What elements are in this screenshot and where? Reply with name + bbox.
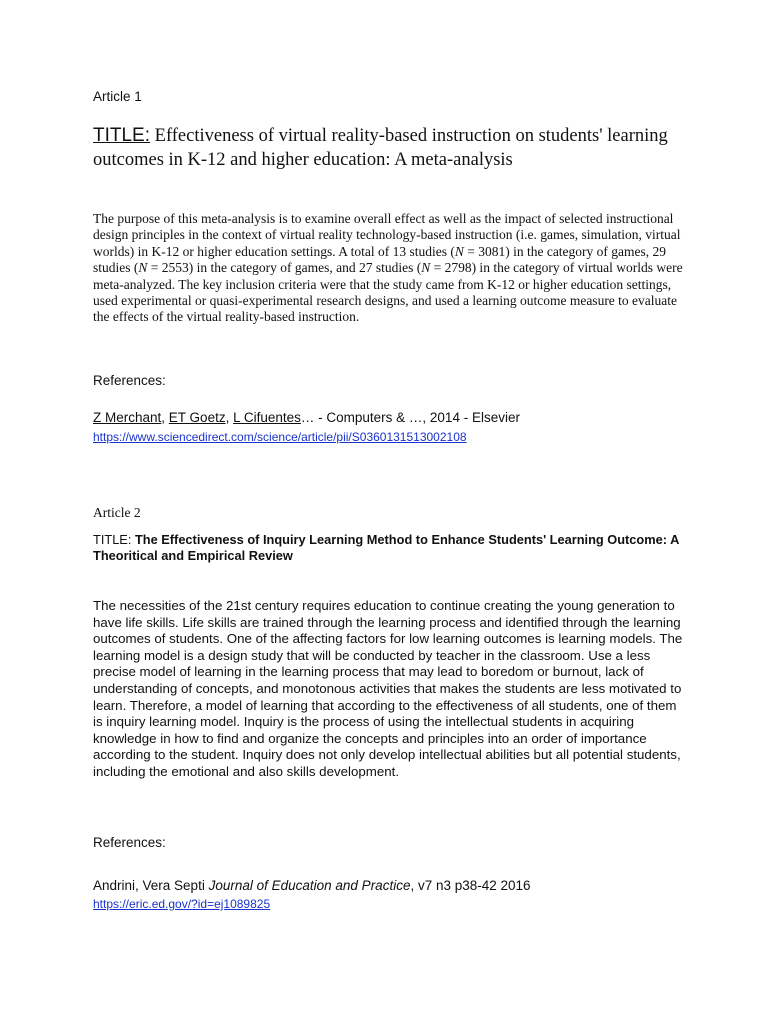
article-2-references-label: References: <box>93 835 166 850</box>
article-1-title <box>93 124 673 172</box>
article-2-reference <box>93 878 531 893</box>
author-link-1[interactable]: Z Merchant <box>93 410 162 425</box>
article-1-abstract <box>93 211 683 326</box>
author-link-3[interactable]: L Cifuentes <box>233 410 301 425</box>
article-1-label: Article 1 <box>93 89 142 104</box>
article-1-reference: Z Merchant, ET Goetz, L Cifuentes… - Computers & …, 2014 - Elsevier <box>93 410 520 425</box>
abstract-text: = 2553) in the category of games, and 27 studies ( <box>147 260 422 276</box>
n-symbol: N <box>421 260 431 276</box>
reference-details: , v7 n3 p38-42 2016 <box>410 878 531 893</box>
article-2-title-prefix: TITLE: <box>93 532 135 547</box>
article-2-url-row <box>93 895 270 913</box>
abstract-text: = 2798) in the category of virtual worlds were meta-analyzed. The key inclusion criteria were that the study came from K-12 or higher education settings, used experimental or quasi-experimental research designs, and used a learning outcome measure to evaluate the effects of the virtual reality-based instruction. <box>93 260 683 325</box>
abstract-text: = 3081) in the category of games, 29 studies ( <box>93 243 667 276</box>
reference-source: … - Computers & …, 2014 - Elsevier <box>300 410 520 425</box>
abstract-text: The purpose of this meta-analysis is to examine overall effect as well as the impact of selected instructional design principles in the context of virtual reality technology-based instruction (i.e. games, simulation, virtual worlds) in K-12 or higher education settings. A total of 13 studies ( <box>93 211 681 259</box>
article-1-title-text: Effectiveness of virtual reality-based instruction on students' learning outcomes in K-12 and higher education: A meta-analysis <box>93 126 668 170</box>
author-link-2[interactable]: ET Goetz <box>168 410 226 425</box>
article-2-label: Article 2 <box>93 505 141 520</box>
reference-author: Andrini, Vera Septi <box>93 878 209 893</box>
reference-journal: Journal of Education and Practice <box>208 878 411 893</box>
article-2-abstract: The necessities of the 21st century requires education to continue creating the young generation to have life skills. Life skills are trained through the learning process and identified through the learning outcomes of students. One of the affecting factors for low learning outcomes is learning models. The learning model is a design study that will be conducted by teacher in the classroom. Use a less precise model of learning in the learning process that may lead to boredom or burnout, lack of understanding of concepts, and monotonous activities that makes the students are less motivated to learn. Therefore, a model of learning that according to the effectiveness of all students, one of them is inquiry learning model. Inquiry is the process of using the intellectual students in acquiring knowledge in how to find and organize the concepts and principles into an order of importance according to the student. Inquiry does not only develop intellectual abilities but all potential students, including the emotional and also skills development. <box>93 598 683 779</box>
article-2-title <box>93 532 683 564</box>
article-1-url-link[interactable]: https://www.sciencedirect.com/science/article/pii/S0360131513002108 <box>93 430 467 444</box>
article-1-title-keyword: TITLE: <box>93 125 151 146</box>
article-1-references-label: References: <box>93 373 166 388</box>
article-2-title-text: The Effectiveness of Inquiry Learning Method to Enhance Students' Learning Outcome: A Theoritical and Empirical Review <box>93 532 679 563</box>
n-symbol: N <box>454 243 464 259</box>
n-symbol: N <box>138 260 148 276</box>
article-1-url-row <box>93 428 467 446</box>
article-2-url-link[interactable]: https://eric.ed.gov/?id=ej1089825 <box>93 897 271 911</box>
